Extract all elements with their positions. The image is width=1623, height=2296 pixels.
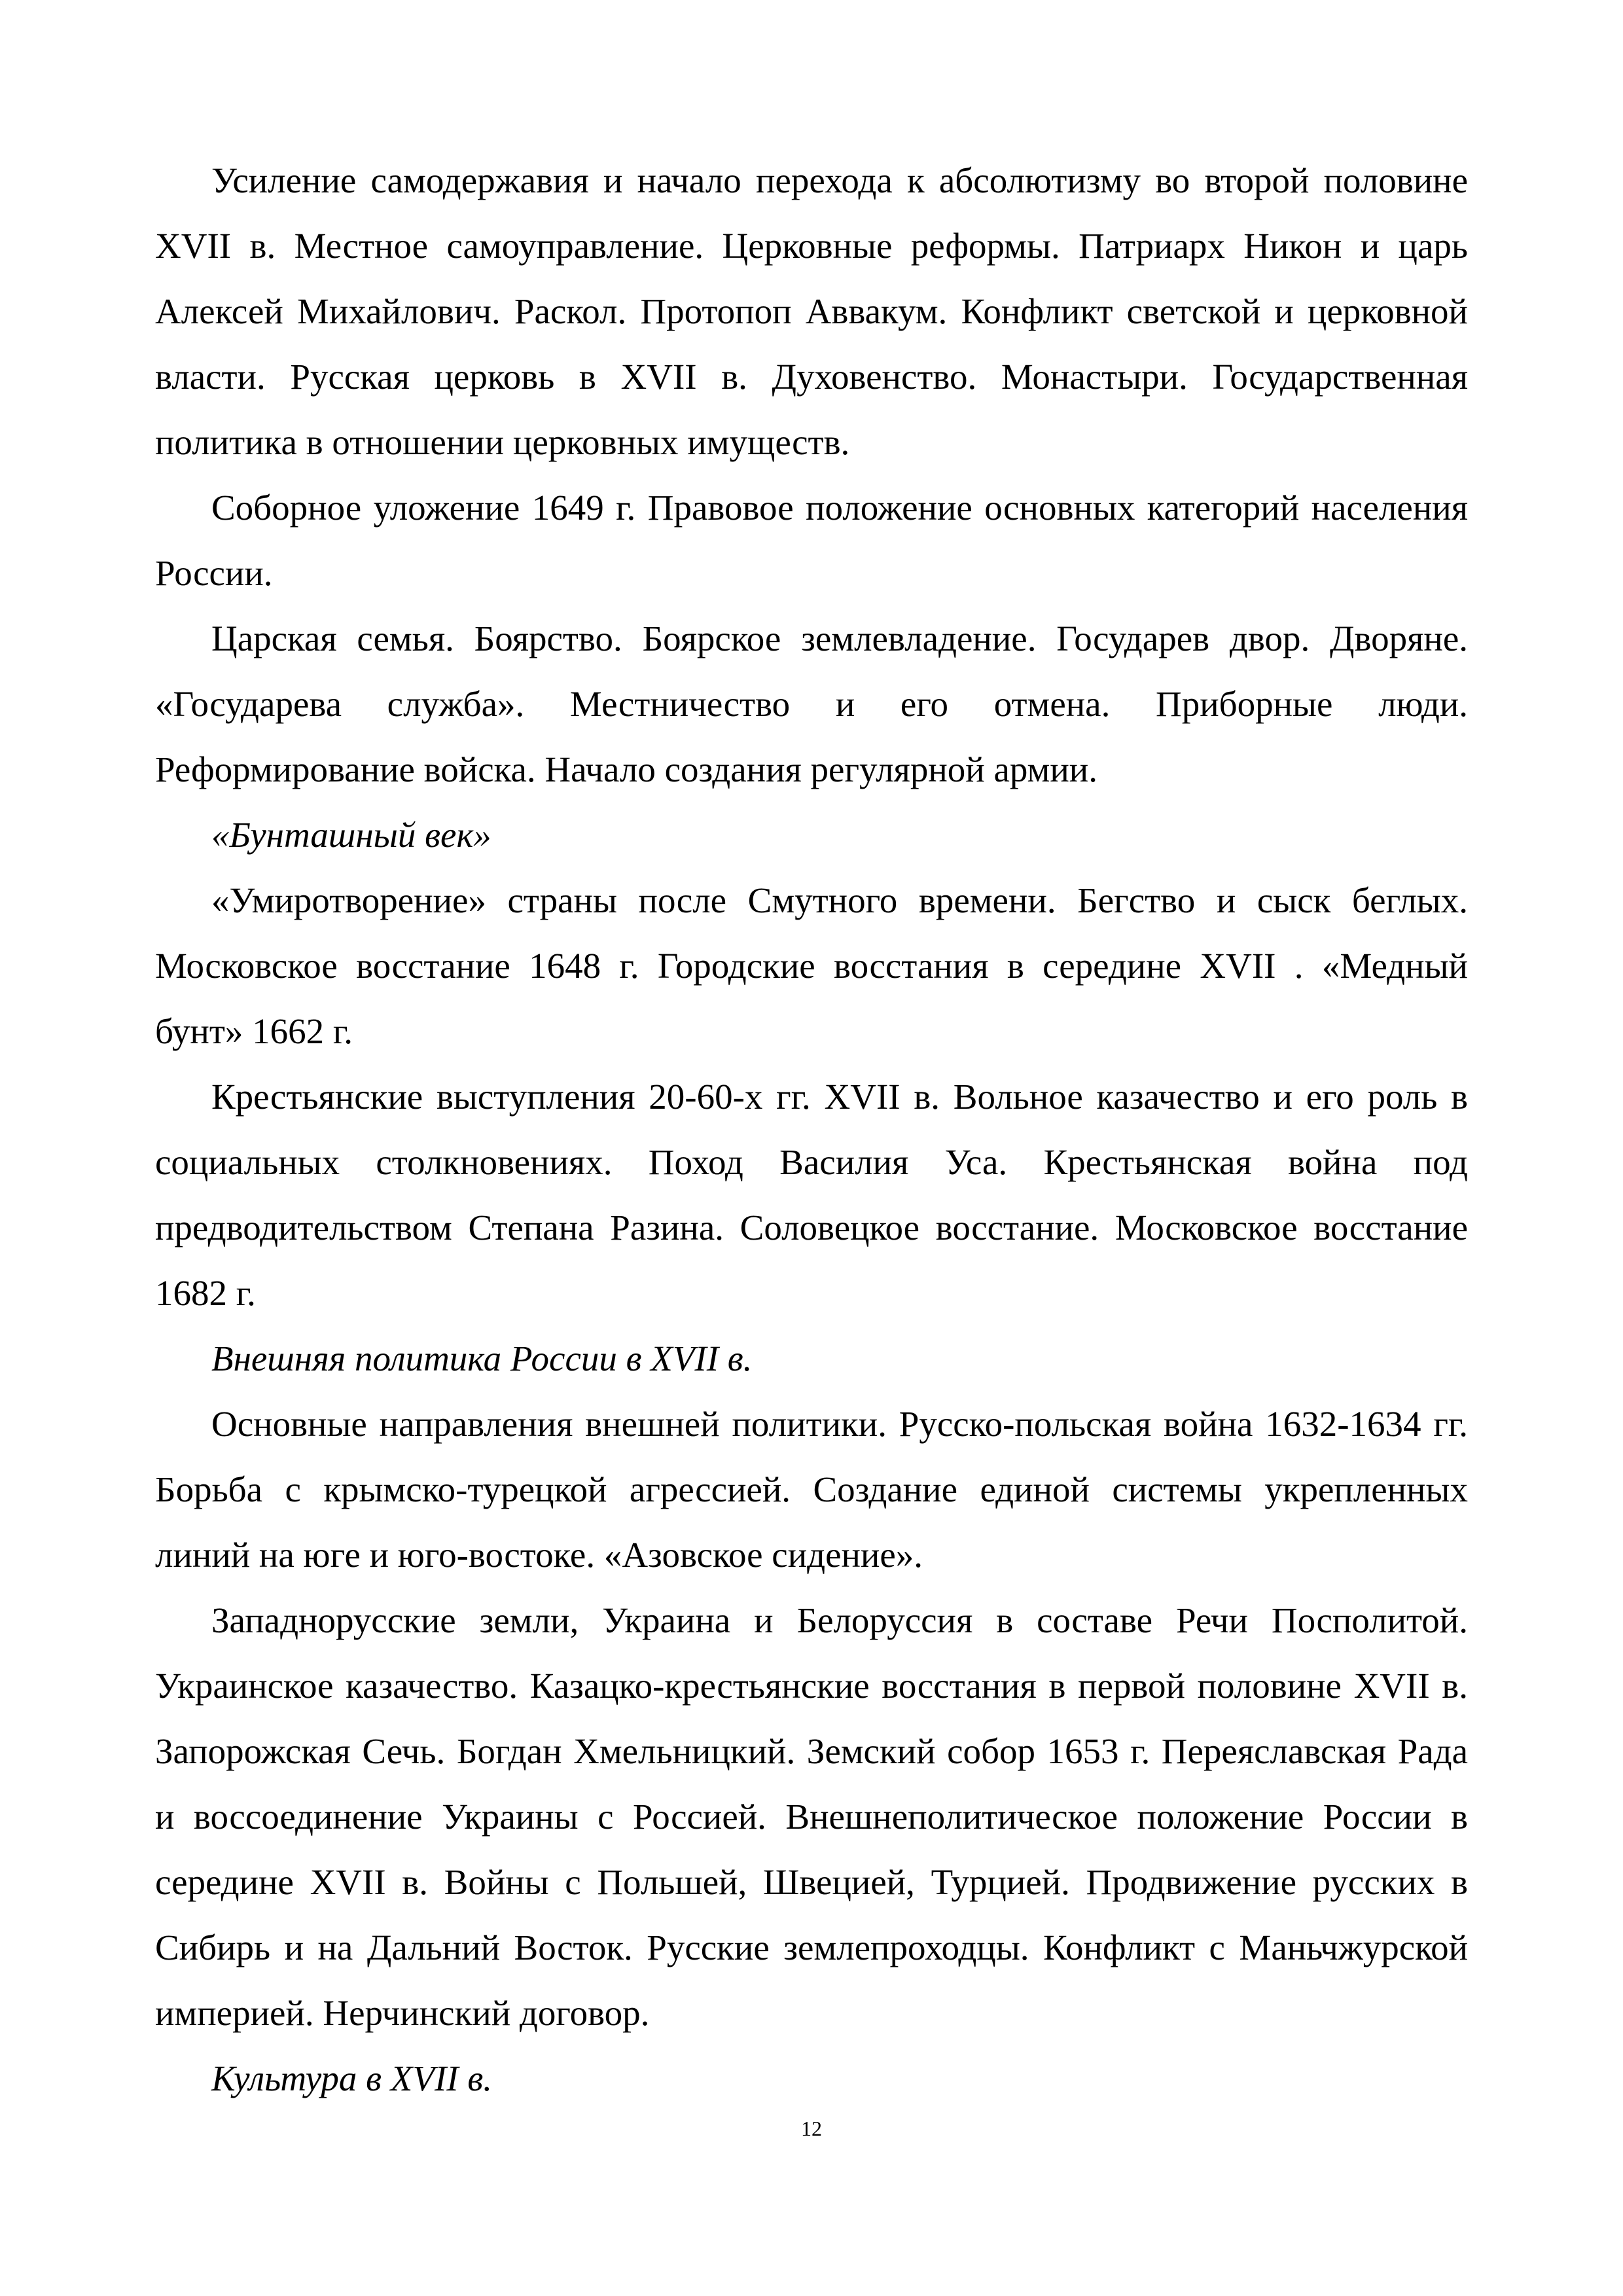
paragraph-western-russian-lands: Западнорусские земли, Украина и Белоруссия в составе Речи Посполитой. Украинское казачество. Казацко-крестьянские восстания в первой половине XVII в. Запорожская Сечь. Богдан Хмельницкий. Земский собор 1653 г. Переяславская Рада и воссоединение Украины с Россией. Внешнеполитическое положение России в середине XVII в. Войны с Польшей, Швецией, Турцией. Продвижение русских в Сибирь и на Дальний Восток. Русские землепроходцы. Конфликт с Маньчжурской империей. Нерчинский договор. [155,1600,1468,2033]
paragraph-autocracy: Усиление самодержавия и начало перехода к абсолютизму во второй половине XVII в. Местное самоуправление. Церковные реформы. Патриарх Никон и царь Алексей Михайлович. Раскол. Протопоп Аввакум. Конфликт светской и церковной власти. Русская церковь в XVII в. Духовенство. Монастыри. Государственная политика в отношении церковных имуществ. [155,160,1468,462]
paragraph-sobornoe-ulozhenie: Соборное уложение 1649 г. Правовое положение основных категорий населения России. [155,488,1468,593]
paragraph-foreign-policy-directions: Основные направления внешней политики. Русско-польская война 1632-1634 гг. Борьба с крымско-турецкой агрессией. Создание единой системы укрепленных линий на юге и юго-востоке. «Азовское сидение». [155,1404,1468,1575]
page-body [155,148,1468,2111]
section-heading-buntashny-vek: «Бунташный век» [211,815,491,855]
paragraph-pacification: «Умиротворение» страны после Смутного времени. Бегство и сыск беглых. Московское восстание 1648 г. Городские восстания в середине XVII . «Медный бунт» 1662 г. [155,880,1468,1051]
paragraph-tsar-family: Царская семья. Боярство. Боярское землевладение. Государев двор. Дворяне. «Государева служба». Местничество и его отмена. Приборные люди. Реформирование войска. Начало создания регулярной армии. [155,619,1468,789]
paragraph-peasant-uprisings: Крестьянские выступления 20-60-х гг. XVII в. Вольное казачество и его роль в социальных столкновениях. Поход Василия Уса. Крестьянская война под предводительством Степана Разина. Соловецкое восстание. Московское восстание 1682 г. [155,1077,1468,1313]
section-heading-foreign-policy: Внешняя политика России в XVII в. [211,1338,753,1378]
section-heading-culture: Культура в XVII в. [211,2058,492,2098]
page-number: 12 [801,2117,822,2140]
